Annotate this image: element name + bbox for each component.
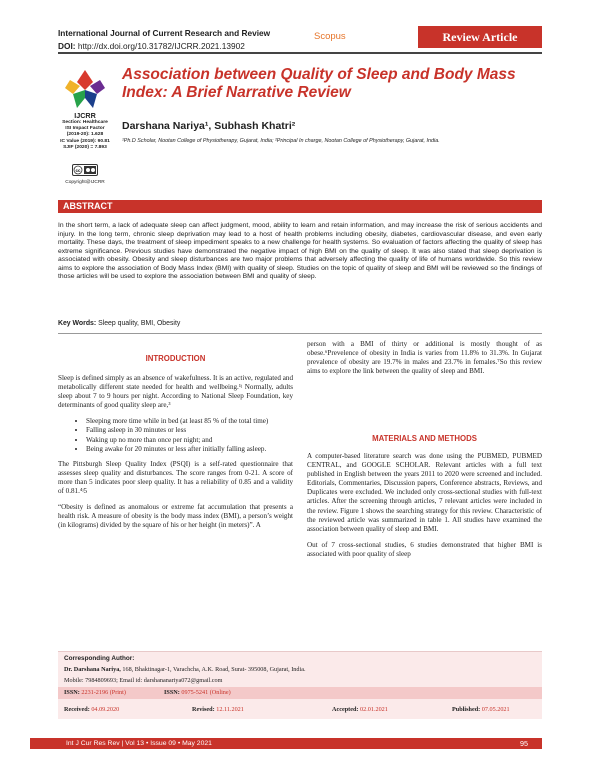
ic-value: IC Value (2019): 90.81 [60, 138, 110, 144]
issn-row [58, 687, 542, 699]
intro-paragraph-3: “Obesity is defined as anomalous or extreme fat accumulation that presents a health risk. A measure of obesity is the body mass index (BMI), a person’s weight (in kilograms) divided by the square of his or her height (in meters)”. A [58, 503, 293, 530]
doi-line [58, 41, 245, 51]
issn-label: ISSN: [64, 689, 80, 696]
revised-label: Revised: [192, 706, 215, 713]
creative-commons-icon [72, 164, 98, 176]
published-date [452, 706, 510, 713]
page-number: 95 [520, 739, 528, 748]
issn-print-value: 2231-2196 (Print) [81, 689, 126, 696]
methods-paragraph-2: Out of 7 cross-sectional studies, 6 studies demonstrated that higher BMI is associated with poor quality of sleep [307, 540, 542, 558]
list-item: • Being awake for 20 minutes or less after initially falling asleep. [86, 445, 293, 454]
cc-text: cc [75, 167, 81, 173]
scopus-label: Scopus [314, 31, 346, 42]
keywords-label: Key Words: [58, 320, 97, 327]
revised-value: 12.11.2021 [216, 706, 244, 713]
keywords-value: Sleep quality, BMI, Obesity [98, 320, 181, 327]
journal-logo-icon [60, 68, 110, 112]
methods-paragraph-1: A computer-based literature search was done using the PUBMED, PUBMED CENTRAL, and GOOGLE SCHOLAR. Relevant articles with a full text published in English between the years 2011 to 2020 were screened and included. Editorials, Commentaries, Discussion papers, Conference abstracts, Reviews, and Duplicates were excluded. We included only cross-sectional studies with full-text articles. After the screening through articles, 7 relevant articles were included in the review. Figure 1 shows the searching strategy for this review. Characteristic of the reviewed article was summarized in table 1. All studies have examined the association between quality of sleep and BMI. [307, 452, 542, 533]
list-item: • Falling asleep in 30 minutes or less [86, 426, 293, 435]
abstract-text: In the short term, a lack of adequate sleep can affect judgment, mood, ability to learn and retain information, and may increase the risk of serious accidents and injury. In the long term, chronic sleep deprivation may lead to a host of health problems including obesity, diabetes, cardiovascular disease, and even early mortality. These days, the treatment of sleep impediment speaks to a new challenge for health systems. So evaluation of factors affecting the quality of sleep has extreme significance. Previous studies have demonstrated the negative impact of high BMI on the quality of sleep. It was also stated that sleep deprivation is associated with obesity. Obesity and sleep disturbances are two major problems that adversely affecting the quality of life of humans worldwide. So this review aims to explore the association of Body Mass Index (BMI) with quality of sleep. Studies on the topic of quality of sleep and BMI will be reviewed so the findings of those articles will be used to explore the association between BMI and quality of sleep. [58, 222, 542, 281]
journal-abbr: IJCRR [74, 111, 96, 120]
address-text: 168, Bhaktinagar-1, Varachcha, A.K. Road, Surat- 395008, Gujarat, India. [120, 666, 306, 673]
doi-link[interactable]: http://dx.doi.org/10.31782/IJCRR.2021.13902 [77, 41, 245, 51]
intro-paragraph-1: Sleep is defined simply as an absence of wakefulness. It is an active, regulated and metabolically different state needed for health and wellbeing.¹ʲ Normally, adults sleep about 7 to 9 hours per night. According to National Sleep Foundation, key determinants of good quality sleep are,³ [58, 374, 293, 410]
keywords-line [58, 320, 542, 327]
copyright-text: Copyright@IJCRR [65, 180, 105, 185]
list-item: • Sleeping more time while in bed (at least 85 % of the total time) [86, 417, 293, 426]
methods-body [307, 452, 542, 566]
abstract-heading: ABSTRACT [58, 200, 542, 213]
sjif-value: SJIF (2020) = 7.893 [63, 144, 107, 150]
journal-metrics [56, 112, 114, 151]
methods-heading: MATERIALS AND METHODS [372, 434, 477, 443]
accepted-date [332, 706, 388, 713]
sleep-quality-list [58, 417, 293, 453]
list-item: • Waking up no more than once per night; and [86, 436, 293, 445]
received-date [64, 706, 119, 713]
received-label: Received: [64, 706, 90, 713]
article-type-badge: Review Article [418, 26, 542, 48]
author-affiliations: ¹Ph.D Scholar, Nootan College of Physiotherapy, Gujarat, India; ²Principal In charge, Nootan College of Physiotherapy, Gujarat, India. [122, 138, 440, 144]
article-authors: Darshana Nariya¹, Subhash Khatri² [122, 120, 296, 132]
issn-print [64, 689, 126, 696]
accepted-value: 02.01.2021 [360, 706, 388, 713]
intro-paragraph-4: person with a BMI of thirty or additional is mostly thought of as obese.⁶Prevelence of obesity in India is varies from 11.8% to 31.3%. In Gujarat prevalence of obesity are 19.7% in males and 23.7% in females.⁷So this review aims to explore the link between the quality of sleep and BMI. [307, 340, 542, 376]
accepted-label: Accepted: [332, 706, 359, 713]
abstract-divider [58, 333, 542, 334]
intro-paragraph-2: The Pittsburgh Sleep Quality Index (PSQI) is a self-rated questionnaire that assesses sleep quality and disturbances. The score ranges from 0-21. A score of more than 5 indicates poor sleep quality. It has a reliability of 0.85 and a validity of 0.81.⁴ʲ5 [58, 459, 293, 496]
revised-date [192, 706, 244, 713]
introduction-continued [307, 340, 542, 383]
introduction-heading: INTRODUCTION [145, 354, 206, 363]
issn-online [164, 689, 231, 696]
article-title: Association between Quality of Sleep and Body Mass Index: A Brief Narrative Review [122, 66, 516, 101]
corresponding-title: Corresponding Author: [64, 655, 135, 662]
published-value: 07.05.2021 [481, 706, 510, 713]
corresponding-contact: Mobile: 7984809693; Email id: darshananariya072@gmail.com [64, 677, 223, 684]
published-label: Published: [452, 706, 481, 713]
corresponding-address [64, 666, 306, 673]
received-value: 04.09.2020 [91, 706, 120, 713]
issn-online-value: 0975-5241 (Online) [181, 689, 231, 696]
journal-name: International Journal of Current Research and Review [58, 28, 271, 38]
header-divider [58, 52, 542, 54]
issn-label: ISSN: [164, 689, 180, 696]
introduction-body [58, 374, 293, 537]
isi-label: ISI Impact Factor [65, 126, 105, 132]
journal-section: Section: Healthcare [62, 120, 108, 125]
doi-label: DOI: [58, 41, 76, 51]
corresponding-name: Dr. Darshana Nariya, [64, 666, 121, 673]
isi-value: (2019-20): 1.628 [66, 132, 104, 138]
footer-citation: Int J Cur Res Rev | Vol 13 • Issue 09 • May 2021 [66, 740, 212, 747]
